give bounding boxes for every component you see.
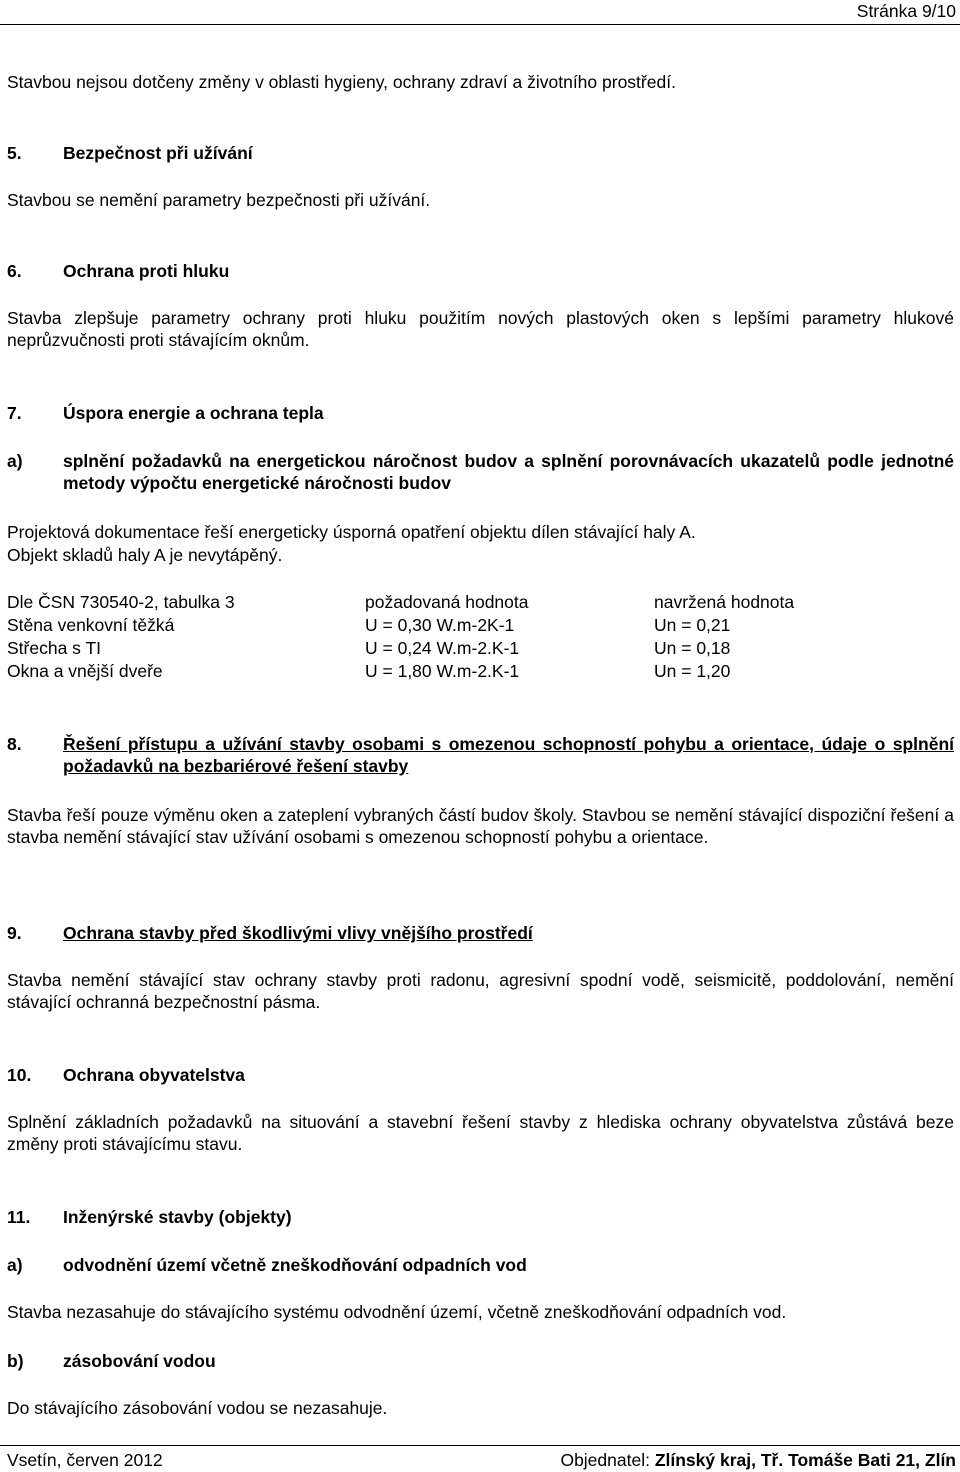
section-title: Úspora energie a ochrana tepla [63, 403, 324, 423]
table-cell: Un = 0,21 [654, 615, 731, 635]
intro-paragraph: Stavbou nejsou dotčeny změny v oblasti hygieny, ochrany zdraví a životního prostředí. [7, 72, 676, 92]
section-number: 9. [7, 923, 22, 943]
section-number: 5. [7, 143, 22, 163]
table-cell: Un = 0,18 [654, 638, 731, 658]
subsection-letter: b) [7, 1351, 24, 1371]
page-number: Stránka 9/10 [856, 1, 956, 21]
subsection-title: odvodnění území včetně zneškodňování odpadních vod [63, 1255, 527, 1275]
section-10-text: Splnění základních požadavků na situování a stavební řešení stavby z hlediska ochrany obyvatelstva zůstává beze změny proti stávajícímu stavu. [7, 1112, 954, 1154]
section-title: Inženýrské stavby (objekty) [63, 1207, 292, 1227]
thermal-values-table [7, 591, 947, 683]
section-9-heading [7, 922, 954, 944]
section-8-heading [7, 733, 954, 777]
section-11-heading [7, 1206, 954, 1228]
table-cell: U = 1,80 W.m-2.K-1 [365, 661, 520, 681]
table-row [7, 614, 947, 637]
table-row [7, 660, 947, 683]
section-11b-heading [7, 1350, 954, 1372]
section-6-text: Stavba zlepšuje parametry ochrany proti hluku použitím nových plastových oken s lepšími parametry hlukové neprůzvučnosti proti stávajícím oknům. [7, 308, 954, 350]
table-row [7, 591, 947, 614]
table-cell: požadovaná hodnota [365, 592, 529, 612]
subsection-title: splnění požadavků na energetickou náročnost budov a splnění porovnávacích ukazatelů podle jednotné metody výpočtu energetické náročnosti budov [63, 451, 954, 493]
table-cell: Dle ČSN 730540-2, tabulka 3 [7, 592, 235, 612]
table-cell: Un = 1,20 [654, 661, 731, 681]
section-7-text-1: Projektová dokumentace řeší energeticky úsporná opatření objektu dílen stávající haly A. [7, 522, 696, 542]
table-cell: U = 0,24 W.m-2.K-1 [365, 638, 520, 658]
subsection-title: zásobování vodou [63, 1351, 216, 1371]
section-11b-text: Do stávajícího zásobování vodou se nezasahuje. [7, 1398, 388, 1418]
table-cell: navržená hodnota [654, 592, 795, 612]
section-number: 7. [7, 403, 22, 423]
section-title: Ochrana stavby před škodlivými vlivy vnějšího prostředí [63, 923, 533, 943]
subsection-letter: a) [7, 1255, 23, 1275]
table-cell: Střecha s TI [7, 638, 102, 658]
footer-place-date: Vsetín, červen 2012 [7, 1450, 163, 1470]
table-cell: U = 0,30 W.m-2K-1 [365, 615, 515, 635]
footer-client-label: Objednatel: [560, 1450, 655, 1470]
table-row [7, 637, 947, 660]
section-8-text: Stavba řeší pouze výměnu oken a zateplení vybraných částí budov školy. Stavbou se nemění stávající dispoziční řešení a stavba nemění stávající stav užívání osobami s omezenou schopností pohybu a orientace. [7, 805, 954, 847]
section-number: 6. [7, 261, 22, 281]
section-title: Bezpečnost při užívání [63, 143, 253, 163]
section-6-heading [7, 260, 954, 282]
section-7-heading [7, 402, 954, 424]
section-number: 11. [7, 1207, 31, 1227]
section-title: Ochrana proti hluku [63, 261, 230, 281]
section-number: 8. [7, 734, 22, 754]
section-title: Řešení přístupu a užívání stavby osobami s omezenou schopností pohybu a orientace, údaje o splnění požadavků na bezbariérové řešení stavby [63, 734, 954, 776]
section-11a-text: Stavba nezasahuje do stávajícího systému odvodnění území, včetně zneškodňování odpadních vod. [7, 1302, 787, 1322]
table-cell: Okna a vnější dveře [7, 661, 163, 681]
subsection-letter: a) [7, 451, 23, 471]
footer-client [560, 1449, 956, 1471]
section-10-heading [7, 1064, 954, 1086]
page-header [0, 0, 960, 25]
section-9-text: Stavba nemění stávající stav ochrany stavby proti radonu, agresivní spodní vodě, seismicitě, poddolování, nemění stávající ochranná bezpečnostní pásma. [7, 970, 954, 1012]
section-title: Ochrana obyvatelstva [63, 1065, 245, 1085]
table-cell: Stěna venkovní těžká [7, 615, 175, 635]
section-5-text: Stavbou se nemění parametry bezpečnosti při užívání. [7, 190, 431, 210]
section-number: 10. [7, 1065, 32, 1085]
page-footer [0, 1445, 960, 1472]
section-7a-heading [7, 450, 954, 494]
section-5-heading [7, 142, 954, 164]
footer-client-value: Zlínský kraj, Tř. Tomáše Bati 21, Zlín [654, 1450, 956, 1470]
section-7-text-2: Objekt skladů haly A je nevytápěný. [7, 545, 283, 565]
section-11a-heading [7, 1254, 954, 1276]
